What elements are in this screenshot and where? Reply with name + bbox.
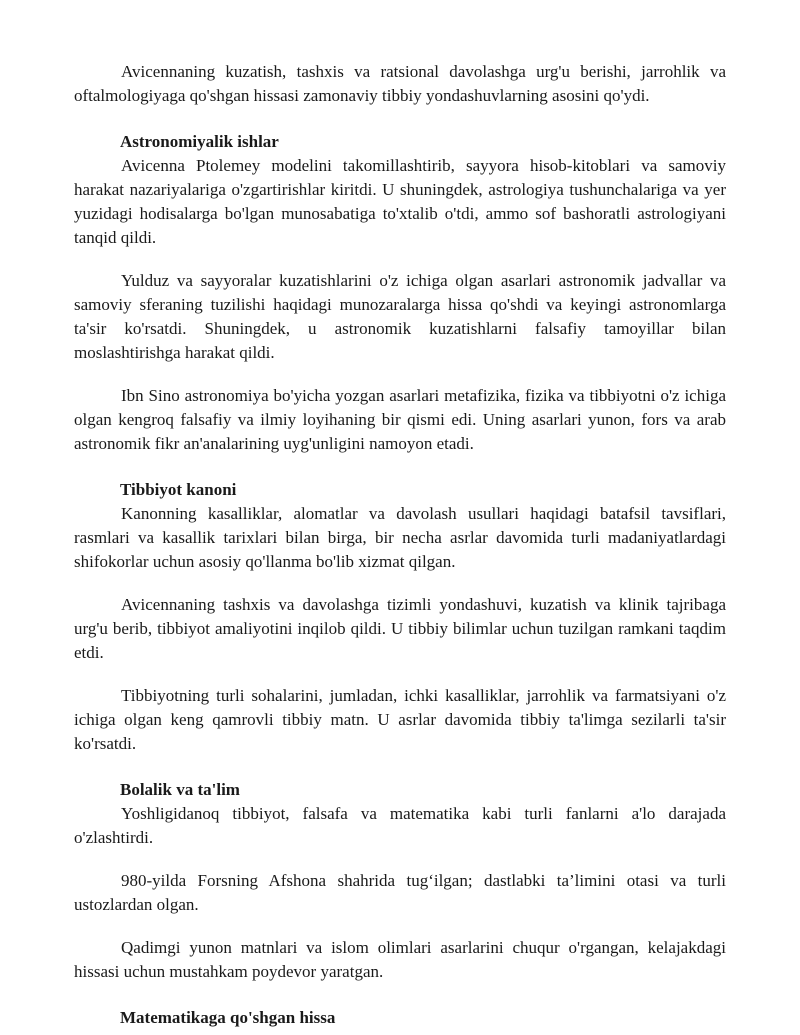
astronomy-paragraph-3: Ibn Sino astronomiya bo'yicha yozgan asarlari metafizika, fizika va tibbiyotni o'z ichiga olgan kengroq falsafiy va ilmiy loyihaning bir qismi edi. Uning asarlari yunon, fors va arab astronomik fikr an'analarining uyg'unligini namoyon etadi. (74, 386, 726, 453)
heading-math: Matematikaga qo'shgan hissa (120, 1008, 336, 1027)
childhood-paragraph-2: 980-yilda Forsning Afshona shahrida tug‘ilgan; dastlabki ta’limini otasi va turli ustozlardan olgan. (74, 871, 726, 914)
astronomy-paragraph-1: Avicenna Ptolemey modelini takomillashtirib, sayyora hisob-kitoblari va samoviy harakat nazariyalariga o'zgartirishlar kiritdi. U shuningdek, astrologiya tushunchalariga va yer yuzidagi hodisalarga bo'lgan munosabatiga to'xtalib o'tdi, ammo sof bashoratli astrologiyani tanqid qildi. (74, 156, 726, 247)
canon-paragraph-2: Avicennaning tashxis va davolashga tizimli yondashuvi, kuzatish va klinik tajribaga urg'u berib, tibbiyot amaliyotini inqilob qildi. U tibbiy bilimlar uchun tuzilgan ramkani taqdim etdi. (74, 595, 726, 662)
childhood-paragraph-3: Qadimgi yunon matnlari va islom olimlari asarlarini chuqur o'rgangan, kelajakdagi hissasi uchun mustahkam poydevor yaratgan. (74, 938, 726, 981)
canon-paragraph-1: Kanonning kasalliklar, alomatlar va davolash usullari haqidagi batafsil tavsiflari, rasmlari va kasallik tarixlari bilan birga, bir necha asrlar davomida turli madaniyatlardagi shifokorlar uchun asosiy qo'llanma bo'lib xizmat qilgan. (74, 504, 726, 571)
heading-canon: Tibbiyot kanoni (120, 480, 237, 499)
childhood-paragraph-1: Yoshligidanoq tibbiyot, falsafa va matematika kabi turli fanlarni a'lo darajada o'zlashtirdi. (74, 804, 726, 847)
intro-paragraph: Avicennaning kuzatish, tashxis va ratsional davolashga urg'u berishi, jarrohlik va oftalmologiyaga qo'shgan hissasi zamonaviy tibbiy yondashuvlarning asosini qo'ydi. (74, 62, 726, 105)
astronomy-paragraph-2: Yulduz va sayyoralar kuzatishlarini o'z ichiga olgan asarlari astronomik jadvallar va samoviy sferaning tuzilishi haqidagi munozaralarga hissa qo'shdi va keyingi astronomlarga ta'sir ko'rsatdi. Shuningdek, u astronomik kuzatishlarni falsafiy tamoyillar bilan moslashtirishga harakat qildi. (74, 271, 726, 362)
canon-paragraph-3: Tibbiyotning turli sohalarini, jumladan, ichki kasalliklar, jarrohlik va farmatsiyani o'z ichiga olgan keng qamrovli tibbiy matn. U asrlar davomida tibbiy ta'limga sezilarli ta'sir ko'rsatdi. (74, 686, 726, 753)
heading-astronomy: Astronomiyalik ishlar (120, 132, 279, 151)
heading-childhood: Bolalik va ta'lim (120, 780, 240, 799)
document-page (74, 60, 726, 1030)
